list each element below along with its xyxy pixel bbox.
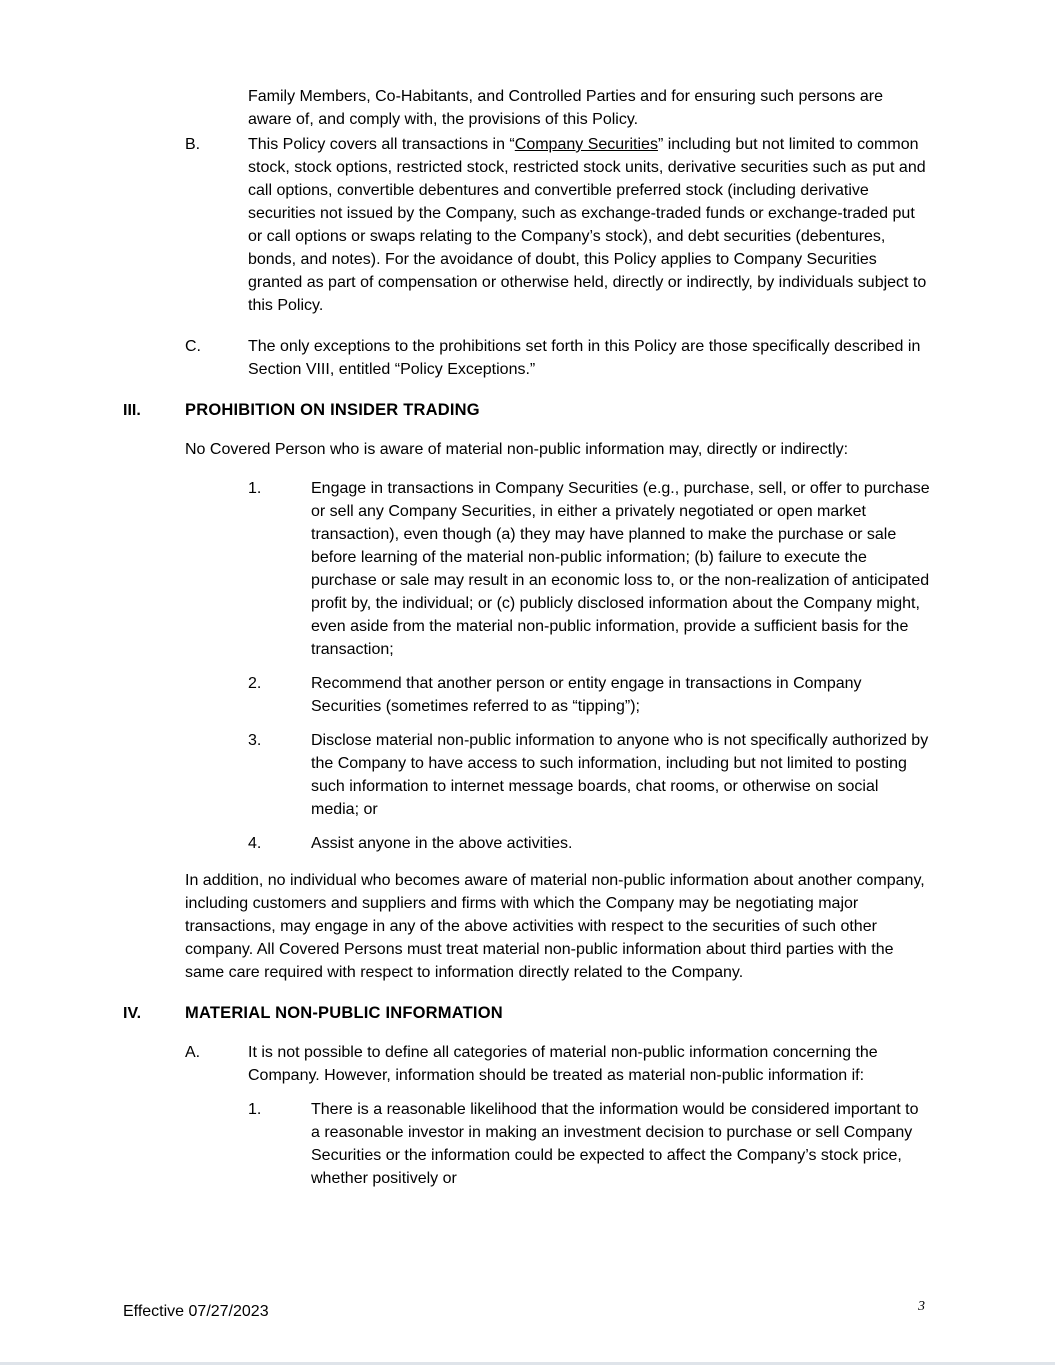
- item-4-text: Assist anyone in the above activities.: [311, 835, 573, 852]
- section-iii-outro: In addition, no individual who becomes aware of material non-public information about another company, including customers and suppliers and firms with which the Company may be negotiating major transactions, may engage in any of the above activities with respect to the securities of such other company. All Covered Persons must treat material non-public information about third parties with the same care required with respect to information directly related to the Company.: [185, 872, 925, 981]
- item-1-label: 1.: [248, 480, 262, 497]
- item-c-text: The only exceptions to the prohibitions set forth in this Policy are those specifically described in Section VIII, entitled “Policy Exceptions.”: [248, 338, 921, 378]
- list-item-3: [123, 729, 930, 821]
- section-iii-number: III.: [123, 402, 141, 419]
- list-item-b: [123, 133, 930, 317]
- item-c-label: C.: [185, 338, 201, 355]
- section-iv-title: MATERIAL NON-PUBLIC INFORMATION: [185, 1004, 503, 1022]
- item-1-text: Engage in transactions in Company Securities (e.g., purchase, sell, or offer to purchase or sell any Company Securities, in either a privately negotiated or open market transaction), even though (a) they may have planned to make the purchase or sale before learning of the material non-public information; (b) failure to execute the purchase or sale may result in an economic loss to, or the non-realization of anticipated profit by, the individual; or (c) publicly disclosed information about the Company might, even aside from the material non-public information, provide a sufficient basis for the transaction;: [311, 480, 930, 658]
- list-item-4: [123, 832, 930, 855]
- paragraph-continuation: Family Members, Co-Habitants, and Controlled Parties and for ensuring such persons are aware of, and comply with, the provisions of this Policy.: [248, 88, 883, 128]
- item-4-label: 4.: [248, 835, 262, 852]
- list-item-a: [123, 1041, 930, 1087]
- section-iv-heading: [123, 1002, 930, 1025]
- item-2-label: 2.: [248, 675, 262, 692]
- item-b-label: B.: [185, 136, 201, 153]
- section-iii-intro: No Covered Person who is aware of material non-public information may, directly or indirectly:: [185, 441, 849, 458]
- footer-effective-date: Effective 07/27/2023: [123, 1303, 269, 1320]
- list-item-2: [123, 672, 930, 718]
- item-3-text: Disclose material non-public information to anyone who is not specifically authorized by the Company to have access to such information, including but not limited to posting such information to internet message boards, chat rooms, or otherwise on social media; or: [311, 732, 929, 818]
- section-iv-number: IV.: [123, 1005, 142, 1022]
- list-item-1: [123, 477, 930, 661]
- item-b-text: [248, 133, 930, 317]
- section-iii-title: PROHIBITION ON INSIDER TRADING: [185, 401, 480, 419]
- item-a-label: A.: [185, 1044, 201, 1061]
- text-segment-after: ” including but not limited to common stock, stock options, restricted stock, restricted stock units, derivative securities such as put and call options, convertible debentures and convertible preferred stock (including derivative securities not issued by the Company, such as exchange-traded funds or exchange-traded put or call options or swaps relating to the Company’s stock), and debt securities (debentures, bonds, and notes). For the avoidance of doubt, this Policy applies to Company Securities granted as part of compensation or otherwise held, directly or indirectly, by individuals subject to this Policy.: [248, 136, 927, 314]
- section-iii-heading: [123, 399, 930, 422]
- item-2-text: Recommend that another person or entity engage in transactions in Company Securities (sometimes referred to as “tipping”);: [311, 675, 862, 715]
- text-segment-before: This Policy covers all transactions in “: [248, 136, 515, 153]
- item-a-text: It is not possible to define all categories of material non-public information concerning the Company. However, information should be treated as material non-public information if:: [248, 1044, 878, 1084]
- page-number: 3: [918, 1299, 925, 1314]
- list-item-iv-1: [123, 1098, 930, 1190]
- item-3-label: 3.: [248, 732, 262, 749]
- item-iv-1-label: 1.: [248, 1101, 262, 1118]
- underlined-term: Company Securities: [514, 136, 658, 153]
- list-item-c: [123, 335, 930, 381]
- item-iv-1-text: There is a reasonable likelihood that the information would be considered important to a reasonable investor in making an investment decision to purchase or sell Company Securities or the information could be expected to affect the Company’s stock price, whether positively or: [311, 1101, 919, 1187]
